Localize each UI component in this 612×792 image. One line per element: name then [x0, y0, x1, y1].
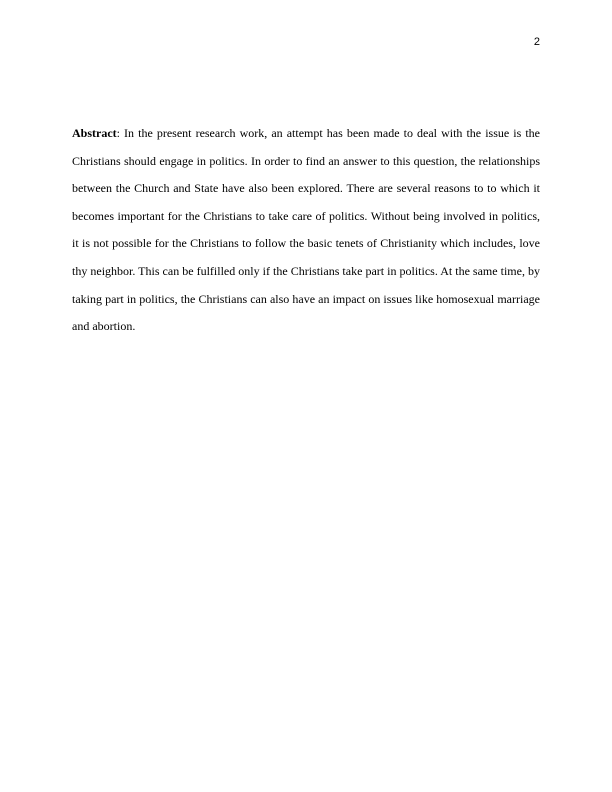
page-number: 2	[533, 36, 540, 48]
abstract-paragraph	[72, 120, 540, 341]
abstract-text: : In the present research work, an attempt has been made to deal with the issue is the Christians should engage in politics. In order to find an answer to this question, the relationships between the Church and State have also been explored. There are several reasons to to which it becomes important for the Christians to take care of politics. Without being involved in politics, it is not possible for the Christians to follow the basic tenets of Christianity which includes, love thy neighbor. This can be fulfilled only if the Christians take part in politics. At the same time, by taking part in politics, the Christians can also have an impact on issues like homosexual marriage and abortion.	[72, 126, 540, 334]
abstract-heading: Abstract	[72, 126, 117, 140]
